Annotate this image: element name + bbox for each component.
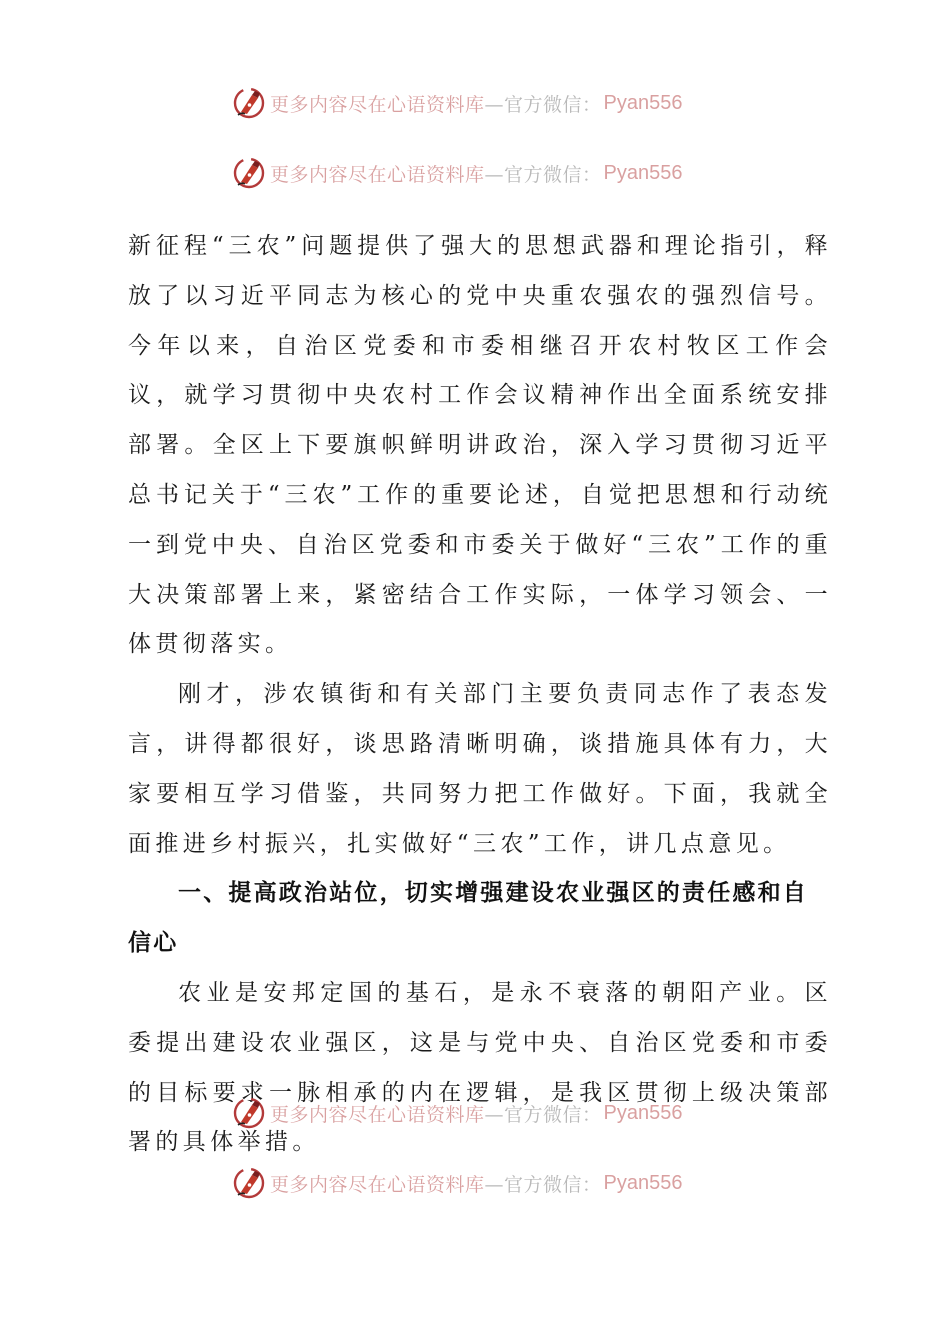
paragraph-3: 农业是安邦定国的基石，是永不衰落的朝阳产业。区委提出建设农业强区，这是与党中央、自治区党委和市委的目标要求一脉相承的内在逻辑，是我区贯彻上级决策部署的具体举措。: [128, 979, 832, 1156]
watermark-id: Pyan556: [603, 1171, 683, 1194]
document-body: [128, 222, 832, 1168]
watermark-main-text: 更多内容尽在心语资料库: [270, 93, 485, 116]
watermark-top-2: [232, 156, 683, 190]
watermark-separator: —官方微信：: [484, 1103, 602, 1126]
watermark-id: Pyan556: [603, 161, 683, 184]
watermark-bottom-2: [232, 1166, 683, 1200]
watermark-id: Pyan556: [603, 1101, 683, 1124]
paragraph-1: 新征程“三农”问题提供了强大的思想武器和理论指引，释放了以习近平同志为核心的党中央重农强农的强烈信号。今年以来，自治区党委和市委相继召开农村牧区工作会议，就学习贯彻中央农村工作会议精神作出全面系统安排部署。全区上下要旗帜鲜明讲政治，深入学习贯彻习近平总书记关于“三农”工作的重要论述，自觉把思想和行动统一到党中央、自治区党委和市委关于做好“三农”工作的重大决策部署上来，紧密结合工作实际，一体学习领会、一体贯彻落实。: [128, 233, 832, 658]
watermark-main-text: 更多内容尽在心语资料库: [270, 1173, 485, 1196]
pen-nib-logo-icon: [232, 86, 266, 120]
watermark-top-1: [232, 86, 683, 120]
pen-nib-logo-icon: [232, 1166, 266, 1200]
watermark-separator: —官方微信：: [484, 1173, 602, 1196]
pen-nib-logo-icon: [232, 156, 266, 190]
watermark-separator: —官方微信：: [484, 163, 602, 186]
watermark-main-text: 更多内容尽在心语资料库: [270, 163, 485, 186]
section-heading: 一、提高政治站位，切实增强建设农业强区的责任感和自信心: [128, 880, 808, 957]
watermark-bottom-1: [232, 1096, 683, 1130]
pen-nib-logo-icon: [232, 1096, 266, 1130]
watermark-main-text: 更多内容尽在心语资料库: [270, 1103, 485, 1126]
paragraph-2: 刚才，涉农镇街和有关部门主要负责同志作了表态发言，讲得都很好，谈思路清晰明确，谈措施具体有力，大家要相互学习借鉴，共同努力把工作做好。下面，我就全面推进乡村振兴，扎实做好“三农”工作，讲几点意见。: [128, 681, 832, 857]
watermark-id: Pyan556: [603, 91, 683, 114]
watermark-separator: —官方微信：: [484, 93, 602, 116]
